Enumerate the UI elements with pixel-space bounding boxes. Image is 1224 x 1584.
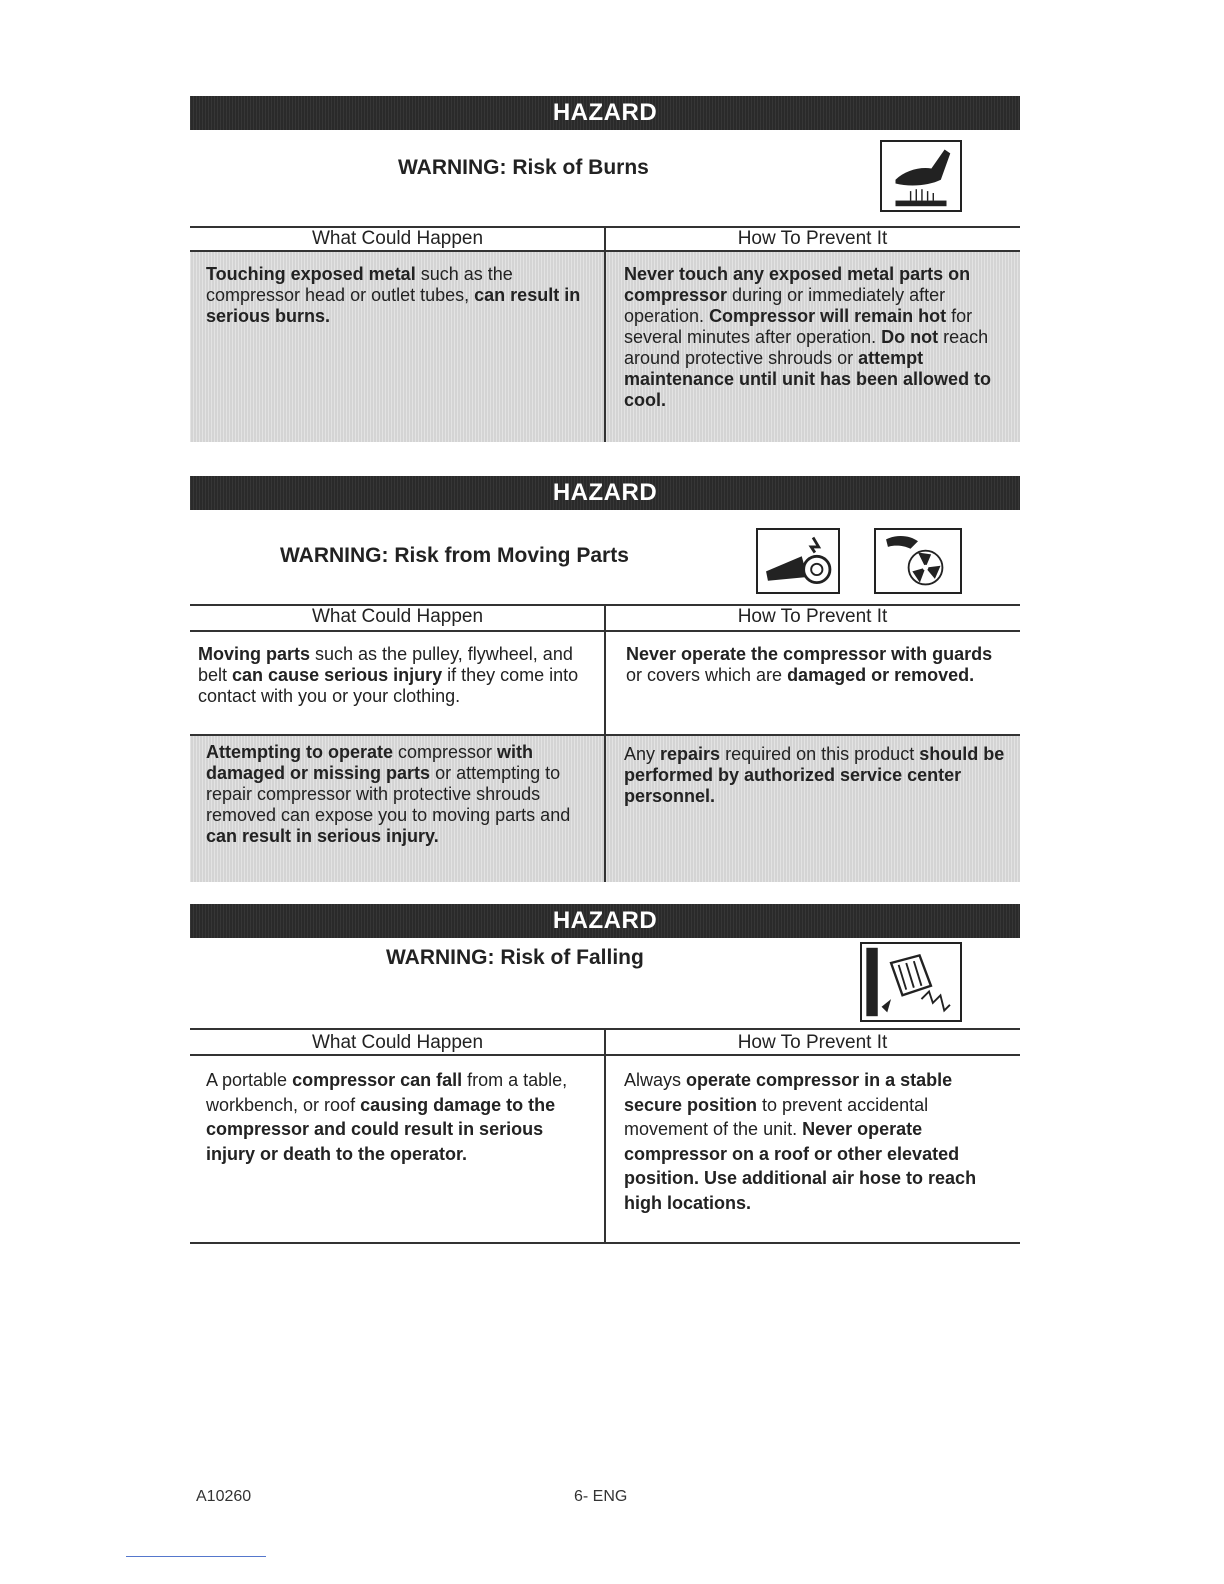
column-header-how: How To Prevent It bbox=[737, 1032, 888, 1053]
warning-title: WARNING: Risk from Moving Parts bbox=[280, 544, 629, 567]
text-bold: Never touch any exposed metal parts on compressor bbox=[624, 264, 971, 305]
text: compressor bbox=[393, 742, 498, 762]
text: or attempting to repair compressor with protective shrouds removed can expose you to moving parts and bbox=[206, 763, 571, 825]
hazard-banner: HAZARD bbox=[190, 476, 1020, 510]
text: Always bbox=[624, 1070, 687, 1090]
text: such as the pulley, flywheel, and belt bbox=[198, 644, 573, 685]
text: such as the compressor head or outlet tubes, bbox=[206, 264, 513, 305]
falling-compressor-icon bbox=[860, 942, 962, 1022]
text-bold: Never operate the compressor with guards bbox=[626, 644, 993, 664]
text-bold: attempt maintenance until unit has been allowed to cool. bbox=[624, 348, 992, 410]
text-bold: Touching exposed metal bbox=[206, 264, 416, 284]
text: or covers which are bbox=[626, 665, 788, 685]
hazard-section-burns bbox=[190, 96, 1020, 442]
column-header-what: What Could Happen bbox=[311, 1032, 484, 1053]
what-could-happen-cell bbox=[190, 1068, 604, 1166]
hazard-section-falling bbox=[190, 904, 1020, 1244]
text: to prevent accidental movement of the unit. bbox=[624, 1094, 929, 1139]
text: during or immediately after operation. bbox=[624, 285, 946, 326]
text-bold: compressor can fall bbox=[292, 1070, 463, 1090]
text: for several minutes after operation. bbox=[624, 306, 973, 347]
text-bold: with damaged or missing parts bbox=[206, 742, 534, 783]
what-could-happen-cell bbox=[190, 736, 604, 882]
document-code: A10260 bbox=[196, 1488, 252, 1505]
text-bold: Do not bbox=[881, 327, 939, 347]
text-bold: Compressor will remain hot bbox=[709, 306, 947, 326]
how-to-prevent-cell bbox=[606, 736, 1020, 882]
how-to-prevent-cell bbox=[606, 644, 1020, 686]
warning-title: WARNING: Risk of Burns bbox=[398, 156, 649, 179]
footer-divider bbox=[126, 1556, 266, 1557]
column-header-how: How To Prevent It bbox=[737, 228, 888, 249]
hot-surface-hand-icon bbox=[880, 140, 962, 212]
fan-blade-hand-icon bbox=[874, 528, 962, 594]
text: reach around protective shrouds or bbox=[624, 327, 989, 368]
warning-title: WARNING: Risk of Falling bbox=[386, 946, 644, 969]
hazard-banner: HAZARD bbox=[190, 904, 1020, 938]
table-bottom-rule bbox=[190, 1242, 1020, 1244]
hazard-section-moving-parts bbox=[190, 476, 1020, 882]
column-header-what: What Could Happen bbox=[311, 228, 484, 249]
text: from a table, workbench, or roof bbox=[206, 1070, 568, 1115]
text-bold: damaged or removed. bbox=[787, 665, 975, 685]
column-header-how: How To Prevent It bbox=[737, 606, 888, 627]
text-bold: Never operate compressor on a roof or other elevated position. Use additional air hose to reach high locations. bbox=[624, 1119, 977, 1213]
text-bold: Attempting to operate bbox=[206, 742, 393, 762]
text: A portable bbox=[206, 1070, 293, 1090]
how-to-prevent-cell bbox=[606, 1068, 1020, 1215]
column-header-what: What Could Happen bbox=[311, 606, 484, 627]
text-bold: operate compressor in a stable secure position bbox=[624, 1070, 953, 1115]
text-bold: Moving parts bbox=[198, 644, 311, 664]
text-bold: repairs bbox=[660, 744, 721, 764]
what-could-happen-cell bbox=[190, 252, 604, 442]
text: Any bbox=[624, 744, 661, 764]
text: required on this product bbox=[720, 744, 920, 764]
text-bold: causing damage to the compressor and could result in serious injury or death to the operator. bbox=[206, 1094, 556, 1164]
text-bold: can cause serious injury bbox=[232, 665, 443, 685]
page-number: 6- ENG bbox=[574, 1488, 628, 1505]
text-bold: should be performed by authorized service center personnel. bbox=[624, 744, 1005, 806]
text: if they come into contact with you or your clothing. bbox=[198, 665, 579, 706]
how-to-prevent-cell bbox=[606, 252, 1020, 442]
what-could-happen-cell bbox=[190, 644, 604, 707]
hazard-banner: HAZARD bbox=[190, 96, 1020, 130]
belt-pulley-entanglement-icon bbox=[756, 528, 840, 594]
text-bold: can result in serious injury. bbox=[206, 826, 439, 846]
text-bold: can result in serious burns. bbox=[206, 285, 581, 326]
